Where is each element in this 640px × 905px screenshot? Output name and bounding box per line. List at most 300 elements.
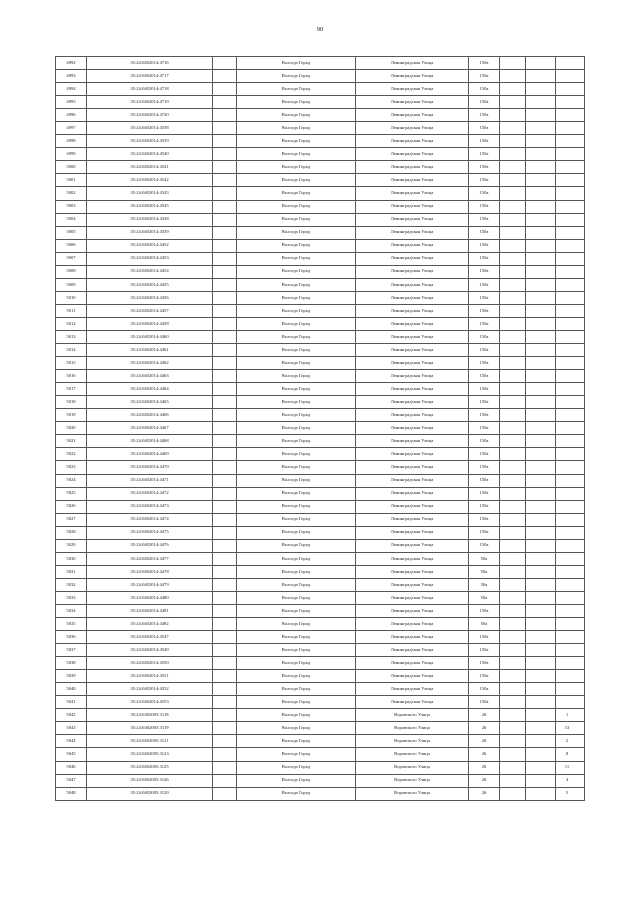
- street-cell: Ленинградская Улица: [356, 409, 469, 422]
- apartment-number-cell: [556, 500, 585, 513]
- table-row: [56, 735, 585, 748]
- city-cell: Вологда Город: [237, 748, 356, 761]
- empty-cell: [526, 57, 556, 70]
- empty-cell: [213, 748, 237, 761]
- street-cell: Ленинградская Улица: [356, 161, 469, 174]
- city-cell: Вологда Город: [237, 265, 356, 278]
- table-row: [56, 487, 585, 500]
- house-number-cell: 150а: [469, 474, 500, 487]
- table-row: [56, 670, 585, 683]
- city-cell: Вологда Город: [237, 239, 356, 252]
- register-table-body: [56, 57, 585, 801]
- cadastral-number-cell: 35:24:0402014:4455: [87, 278, 213, 291]
- empty-cell: [526, 487, 556, 500]
- city-cell: Вологда Город: [237, 683, 356, 696]
- empty-cell: [213, 618, 237, 631]
- empty-cell: [500, 526, 526, 539]
- empty-cell: [526, 709, 556, 722]
- row-number-cell: 5041: [56, 696, 87, 709]
- empty-cell: [213, 474, 237, 487]
- table-row: [56, 330, 585, 343]
- city-cell: Вологда Город: [237, 578, 356, 591]
- empty-cell: [500, 396, 526, 409]
- city-cell: Вологда Город: [237, 317, 356, 330]
- city-cell: Вологда Город: [237, 344, 356, 357]
- street-cell: Ленинградская Улица: [356, 317, 469, 330]
- city-cell: Вологда Город: [237, 174, 356, 187]
- street-cell: Ленинградская Улица: [356, 330, 469, 343]
- city-cell: Вологда Город: [237, 330, 356, 343]
- apartment-number-cell: 4: [556, 774, 585, 787]
- empty-cell: [526, 670, 556, 683]
- apartment-number-cell: [556, 696, 585, 709]
- empty-cell: [500, 409, 526, 422]
- empty-cell: [213, 239, 237, 252]
- table-row: [56, 187, 585, 200]
- empty-cell: [213, 657, 237, 670]
- apartment-number-cell: [556, 657, 585, 670]
- empty-cell: [500, 291, 526, 304]
- apartment-number-cell: [556, 513, 585, 526]
- apartment-number-cell: [556, 526, 585, 539]
- row-number-cell: 5043: [56, 722, 87, 735]
- city-cell: Вологда Город: [237, 487, 356, 500]
- city-cell: Вологда Город: [237, 709, 356, 722]
- cadastral-number-cell: 35:24:0402014:4456: [87, 291, 213, 304]
- cadastral-number-cell: 35:24:0402014:4716: [87, 57, 213, 70]
- street-cell: Ленинградская Улица: [356, 174, 469, 187]
- cadastral-number-cell: 35:24:0402014:4474: [87, 513, 213, 526]
- table-row: [56, 409, 585, 422]
- empty-cell: [526, 161, 556, 174]
- street-cell: Ленинградская Улица: [356, 422, 469, 435]
- table-row: [56, 591, 585, 604]
- table-row: [56, 774, 585, 787]
- empty-cell: [526, 291, 556, 304]
- empty-cell: [500, 657, 526, 670]
- street-cell: Ленинградская Улица: [356, 109, 469, 122]
- street-cell: Ленинградская Улица: [356, 461, 469, 474]
- empty-cell: [500, 487, 526, 500]
- row-number-cell: 5010: [56, 291, 87, 304]
- street-cell: Ленинградская Улица: [356, 57, 469, 70]
- street-cell: Ленинградская Улица: [356, 435, 469, 448]
- empty-cell: [213, 722, 237, 735]
- house-number-cell: 150а: [469, 148, 500, 161]
- city-cell: Вологда Город: [237, 187, 356, 200]
- table-row: [56, 265, 585, 278]
- city-cell: Вологда Город: [237, 657, 356, 670]
- house-number-cell: 26: [469, 748, 500, 761]
- house-number-cell: 150а: [469, 187, 500, 200]
- empty-cell: [500, 696, 526, 709]
- city-cell: Вологда Город: [237, 774, 356, 787]
- house-number-cell: 150а: [469, 461, 500, 474]
- street-cell: Ленинградская Улица: [356, 135, 469, 148]
- table-row: [56, 474, 585, 487]
- empty-cell: [213, 552, 237, 565]
- street-cell: Ленинградская Улица: [356, 187, 469, 200]
- street-cell: Ленинградская Улица: [356, 539, 469, 552]
- empty-cell: [213, 670, 237, 683]
- empty-cell: [213, 109, 237, 122]
- house-number-cell: 150а: [469, 500, 500, 513]
- apartment-number-cell: [556, 618, 585, 631]
- street-cell: Ленинградская Улица: [356, 591, 469, 604]
- row-number-cell: 5029: [56, 539, 87, 552]
- cadastral-number-cell: 35:24:0402014:4476: [87, 539, 213, 552]
- row-number-cell: 5027: [56, 513, 87, 526]
- empty-cell: [213, 604, 237, 617]
- empty-cell: [213, 500, 237, 513]
- house-number-cell: 150а: [469, 644, 500, 657]
- empty-cell: [500, 122, 526, 135]
- house-number-cell: 26: [469, 774, 500, 787]
- empty-cell: [526, 787, 556, 800]
- table-row: [56, 213, 585, 226]
- city-cell: Вологда Город: [237, 409, 356, 422]
- cadastral-number-cell: 35:24:0402014:4545: [87, 200, 213, 213]
- table-row: [56, 344, 585, 357]
- row-number-cell: 4995: [56, 96, 87, 109]
- cadastral-number-cell: 35:24:0402005:3126: [87, 774, 213, 787]
- cadastral-number-cell: 35:24:0402014:4551: [87, 670, 213, 683]
- empty-cell: [213, 70, 237, 83]
- empty-cell: [526, 735, 556, 748]
- table-row: [56, 317, 585, 330]
- empty-cell: [500, 748, 526, 761]
- cadastral-number-cell: 35:24:0402014:4469: [87, 448, 213, 461]
- cadastral-number-cell: 35:24:0402014:4478: [87, 565, 213, 578]
- cadastral-number-cell: 35:24:0402014:4542: [87, 174, 213, 187]
- city-cell: Вологда Город: [237, 304, 356, 317]
- apartment-number-cell: [556, 148, 585, 161]
- empty-cell: [213, 383, 237, 396]
- table-row: [56, 304, 585, 317]
- apartment-number-cell: 11: [556, 761, 585, 774]
- apartment-number-cell: 5: [556, 787, 585, 800]
- empty-cell: [213, 304, 237, 317]
- city-cell: Вологда Город: [237, 357, 356, 370]
- empty-cell: [526, 304, 556, 317]
- empty-cell: [213, 396, 237, 409]
- street-cell: Ленинградская Улица: [356, 396, 469, 409]
- apartment-number-cell: [556, 396, 585, 409]
- empty-cell: [213, 735, 237, 748]
- cadastral-number-cell: 35:24:0402005:3129: [87, 787, 213, 800]
- empty-cell: [213, 148, 237, 161]
- table-row: [56, 604, 585, 617]
- cadastral-number-cell: 35:24:0402014:4717: [87, 70, 213, 83]
- empty-cell: [213, 631, 237, 644]
- table-row: [56, 435, 585, 448]
- empty-cell: [526, 83, 556, 96]
- street-cell: Ленинградская Улица: [356, 304, 469, 317]
- city-cell: Вологда Город: [237, 513, 356, 526]
- apartment-number-cell: [556, 187, 585, 200]
- row-number-cell: 5014: [56, 344, 87, 357]
- empty-cell: [526, 226, 556, 239]
- row-number-cell: 4997: [56, 122, 87, 135]
- house-number-cell: 150а: [469, 83, 500, 96]
- street-cell: Ленинградская Улица: [356, 683, 469, 696]
- empty-cell: [500, 265, 526, 278]
- house-number-cell: 150а: [469, 344, 500, 357]
- empty-cell: [526, 604, 556, 617]
- empty-cell: [213, 174, 237, 187]
- row-number-cell: 5026: [56, 500, 87, 513]
- row-number-cell: 5011: [56, 304, 87, 317]
- cadastral-number-cell: 35:24:0402014:4477: [87, 552, 213, 565]
- empty-cell: [213, 644, 237, 657]
- empty-cell: [526, 239, 556, 252]
- empty-cell: [500, 578, 526, 591]
- empty-cell: [500, 239, 526, 252]
- table-row: [56, 526, 585, 539]
- house-number-cell: 150а: [469, 161, 500, 174]
- apartment-number-cell: [556, 122, 585, 135]
- table-row: [56, 539, 585, 552]
- house-number-cell: 150а: [469, 604, 500, 617]
- apartment-number-cell: [556, 461, 585, 474]
- apartment-number-cell: [556, 200, 585, 213]
- empty-cell: [526, 409, 556, 422]
- empty-cell: [500, 370, 526, 383]
- table-row: [56, 722, 585, 735]
- cadastral-number-cell: 35:24:0402014:4475: [87, 526, 213, 539]
- house-number-cell: 150а: [469, 696, 500, 709]
- city-cell: Вологда Город: [237, 604, 356, 617]
- table-row: [56, 657, 585, 670]
- cadastral-number-cell: 35:24:0402014:4462: [87, 357, 213, 370]
- cadastral-number-cell: 35:24:0402014:4471: [87, 474, 213, 487]
- apartment-number-cell: [556, 448, 585, 461]
- row-number-cell: 5009: [56, 278, 87, 291]
- empty-cell: [526, 696, 556, 709]
- city-cell: Вологда Город: [237, 370, 356, 383]
- row-number-cell: 5001: [56, 174, 87, 187]
- table-row: [56, 787, 585, 800]
- city-cell: Вологда Город: [237, 213, 356, 226]
- cadastral-number-cell: 35:24:0402014:4463: [87, 370, 213, 383]
- apartment-number-cell: [556, 422, 585, 435]
- empty-cell: [526, 70, 556, 83]
- street-cell: Воровского Улица: [356, 709, 469, 722]
- empty-cell: [500, 448, 526, 461]
- apartment-number-cell: [556, 317, 585, 330]
- row-number-cell: 4993: [56, 70, 87, 83]
- empty-cell: [500, 722, 526, 735]
- empty-cell: [526, 435, 556, 448]
- empty-cell: [526, 265, 556, 278]
- house-number-cell: 26: [469, 709, 500, 722]
- empty-cell: [213, 344, 237, 357]
- empty-cell: [526, 187, 556, 200]
- empty-cell: [500, 135, 526, 148]
- empty-cell: [500, 774, 526, 787]
- street-cell: Ленинградская Улица: [356, 526, 469, 539]
- empty-cell: [213, 357, 237, 370]
- empty-cell: [213, 435, 237, 448]
- apartment-number-cell: [556, 278, 585, 291]
- table-row: [56, 383, 585, 396]
- table-row: [56, 70, 585, 83]
- street-cell: Ленинградская Улица: [356, 278, 469, 291]
- empty-cell: [526, 135, 556, 148]
- empty-cell: [500, 226, 526, 239]
- street-cell: Ленинградская Улица: [356, 644, 469, 657]
- cadastral-number-cell: 35:24:0402014:4467: [87, 422, 213, 435]
- apartment-number-cell: [556, 226, 585, 239]
- table-row: [56, 683, 585, 696]
- street-cell: Ленинградская Улица: [356, 239, 469, 252]
- empty-cell: [213, 487, 237, 500]
- cadastral-number-cell: 35:24:0402014:4458: [87, 317, 213, 330]
- house-number-cell: 150а: [469, 670, 500, 683]
- table-row: [56, 578, 585, 591]
- cadastral-number-cell: 35:24:0402014:4466: [87, 409, 213, 422]
- street-cell: Ленинградская Улица: [356, 513, 469, 526]
- empty-cell: [213, 461, 237, 474]
- empty-cell: [526, 109, 556, 122]
- row-number-cell: 4998: [56, 135, 87, 148]
- row-number-cell: 5012: [56, 317, 87, 330]
- apartment-number-cell: [556, 57, 585, 70]
- row-number-cell: 5028: [56, 526, 87, 539]
- city-cell: Вологда Город: [237, 291, 356, 304]
- empty-cell: [213, 565, 237, 578]
- empty-cell: [526, 631, 556, 644]
- table-row: [56, 761, 585, 774]
- empty-cell: [500, 604, 526, 617]
- empty-cell: [213, 578, 237, 591]
- house-number-cell: 150а: [469, 396, 500, 409]
- house-number-cell: 150а: [469, 383, 500, 396]
- apartment-number-cell: [556, 565, 585, 578]
- table-row: [56, 709, 585, 722]
- empty-cell: [526, 644, 556, 657]
- apartment-number-cell: [556, 591, 585, 604]
- row-number-cell: 5016: [56, 370, 87, 383]
- street-cell: Ленинградская Улица: [356, 578, 469, 591]
- street-cell: Воровского Улица: [356, 774, 469, 787]
- empty-cell: [213, 122, 237, 135]
- street-cell: Ленинградская Улица: [356, 252, 469, 265]
- empty-cell: [526, 500, 556, 513]
- empty-cell: [526, 761, 556, 774]
- empty-cell: [213, 526, 237, 539]
- street-cell: Ленинградская Улица: [356, 148, 469, 161]
- house-number-cell: 26: [469, 722, 500, 735]
- table-row: [56, 500, 585, 513]
- cadastral-number-cell: 35:24:0402014:4464: [87, 383, 213, 396]
- house-number-cell: 150а: [469, 317, 500, 330]
- table-row: [56, 644, 585, 657]
- cadastral-number-cell: 35:24:0402005:3121: [87, 735, 213, 748]
- street-cell: Ленинградская Улица: [356, 565, 469, 578]
- empty-cell: [500, 83, 526, 96]
- page-number: 90: [316, 26, 324, 33]
- table-row: [56, 461, 585, 474]
- street-cell: Ленинградская Улица: [356, 474, 469, 487]
- street-cell: Ленинградская Улица: [356, 213, 469, 226]
- apartment-number-cell: [556, 96, 585, 109]
- city-cell: Вологда Город: [237, 474, 356, 487]
- city-cell: Вологда Город: [237, 696, 356, 709]
- empty-cell: [213, 57, 237, 70]
- apartment-number-cell: [556, 357, 585, 370]
- empty-cell: [526, 422, 556, 435]
- apartment-number-cell: [556, 604, 585, 617]
- house-number-cell: 50а: [469, 591, 500, 604]
- empty-cell: [500, 735, 526, 748]
- table-row: [56, 357, 585, 370]
- cadastral-number-cell: 35:24:0402014:4470: [87, 461, 213, 474]
- apartment-number-cell: [556, 330, 585, 343]
- table-row: [56, 135, 585, 148]
- house-number-cell: 150а: [469, 174, 500, 187]
- row-number-cell: 5019: [56, 409, 87, 422]
- city-cell: Вологда Город: [237, 70, 356, 83]
- house-number-cell: 150а: [469, 539, 500, 552]
- street-cell: Ленинградская Улица: [356, 83, 469, 96]
- apartment-number-cell: [556, 304, 585, 317]
- house-number-cell: 150а: [469, 657, 500, 670]
- empty-cell: [500, 474, 526, 487]
- apartment-number-cell: [556, 644, 585, 657]
- empty-cell: [526, 357, 556, 370]
- apartment-number-cell: [556, 631, 585, 644]
- cadastral-number-cell: 35:24:0402014:4540: [87, 148, 213, 161]
- street-cell: Ленинградская Улица: [356, 448, 469, 461]
- row-number-cell: 4999: [56, 148, 87, 161]
- apartment-number-cell: [556, 291, 585, 304]
- city-cell: Вологда Город: [237, 96, 356, 109]
- empty-cell: [526, 448, 556, 461]
- street-cell: Ленинградская Улица: [356, 357, 469, 370]
- empty-cell: [500, 761, 526, 774]
- cadastral-number-cell: 35:24:0402014:4473: [87, 500, 213, 513]
- empty-cell: [526, 396, 556, 409]
- empty-cell: [500, 70, 526, 83]
- empty-cell: [500, 109, 526, 122]
- table-row: [56, 748, 585, 761]
- empty-cell: [500, 213, 526, 226]
- empty-cell: [526, 213, 556, 226]
- cadastral-number-cell: 35:24:0402014:4550: [87, 657, 213, 670]
- apartment-number-cell: [556, 161, 585, 174]
- house-number-cell: 150а: [469, 291, 500, 304]
- house-number-cell: 150а: [469, 57, 500, 70]
- apartment-number-cell: [556, 135, 585, 148]
- street-cell: Ленинградская Улица: [356, 370, 469, 383]
- empty-cell: [500, 96, 526, 109]
- table-row: [56, 239, 585, 252]
- empty-cell: [213, 409, 237, 422]
- street-cell: Воровского Улица: [356, 787, 469, 800]
- empty-cell: [526, 774, 556, 787]
- city-cell: Вологда Город: [237, 83, 356, 96]
- house-number-cell: 150а: [469, 448, 500, 461]
- empty-cell: [213, 513, 237, 526]
- empty-cell: [213, 278, 237, 291]
- cadastral-number-cell: 35:24:0402014:4538: [87, 122, 213, 135]
- apartment-number-cell: [556, 487, 585, 500]
- empty-cell: [213, 226, 237, 239]
- apartment-number-cell: 2: [556, 735, 585, 748]
- street-cell: Ленинградская Улица: [356, 344, 469, 357]
- empty-cell: [500, 317, 526, 330]
